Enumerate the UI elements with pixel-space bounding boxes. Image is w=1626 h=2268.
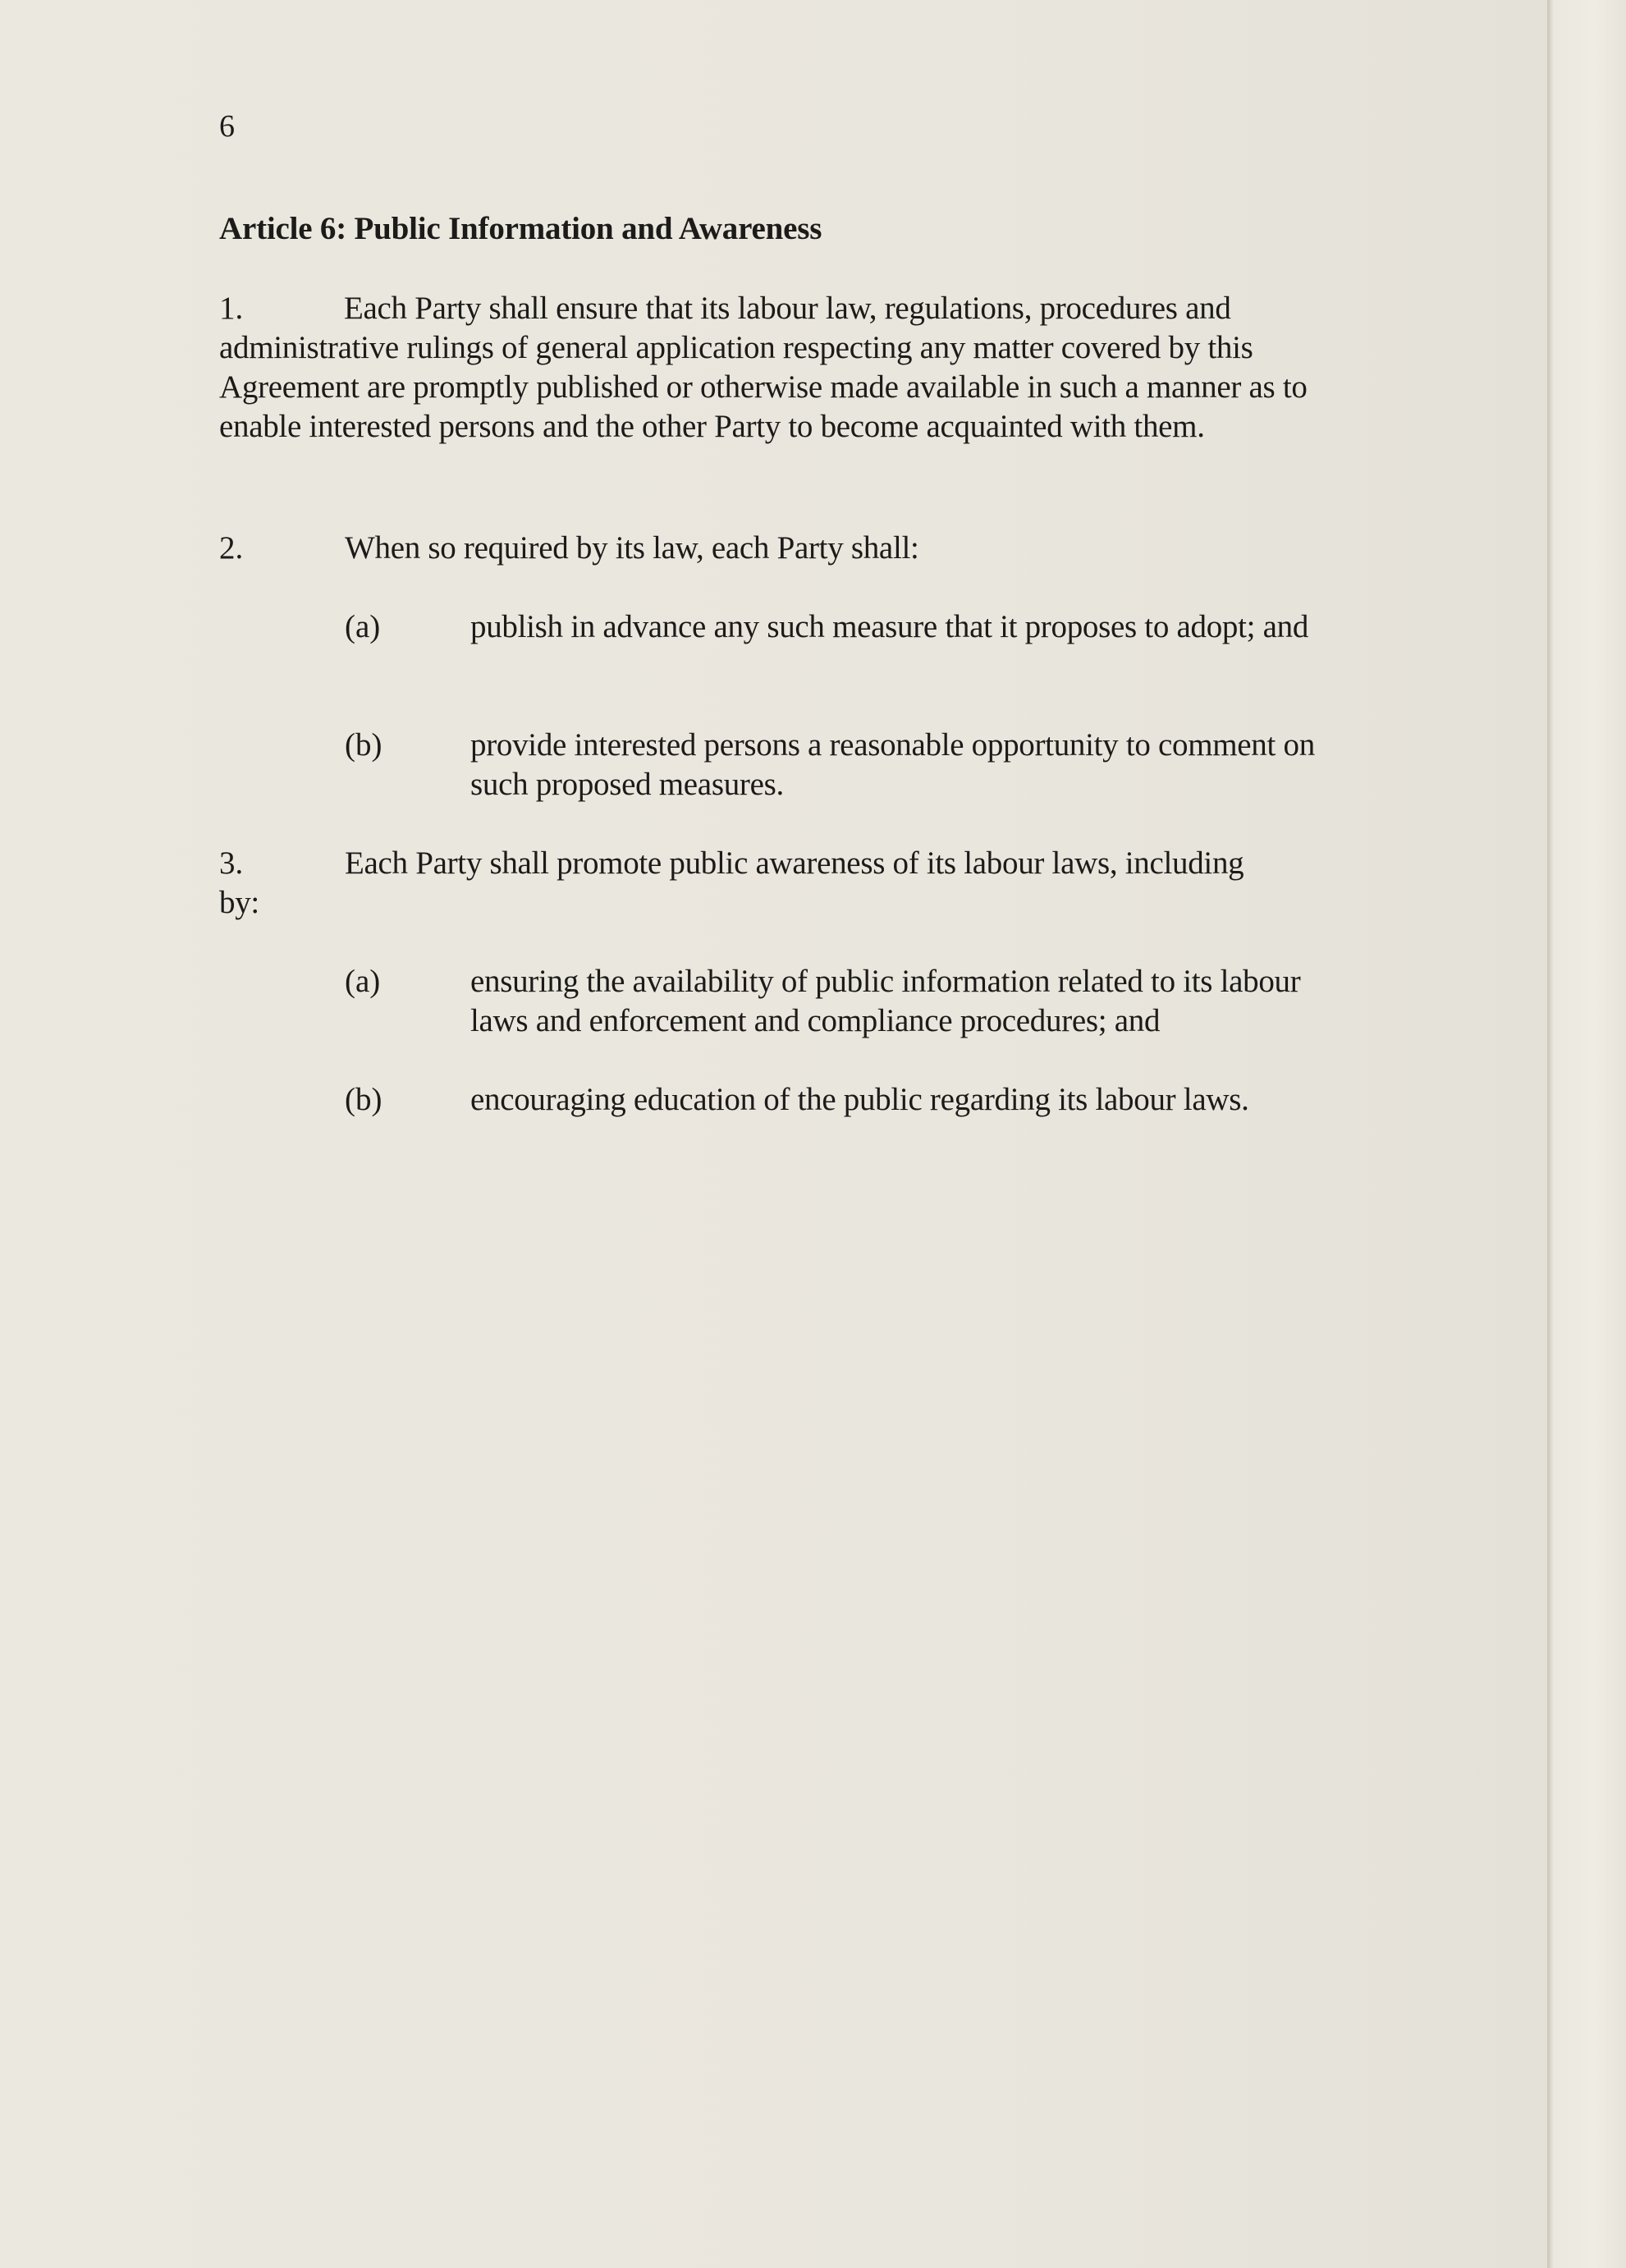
paragraph-1-number: 1. bbox=[219, 291, 244, 326]
article-heading: Article 6: Public Information and Awareness bbox=[219, 211, 822, 246]
paragraph-1-text: Each Party shall ensure that its labour law, regulations, procedures and administrative rulings of general application respecting any matter covered by this Agreement are promptly published or otherwise made available in such a manner as to enable interested persons and the other Party to become acquainted with them. bbox=[219, 291, 1308, 444]
paragraph-2-item-a-text: publish in advance any such measure that it proposes to adopt; and bbox=[470, 609, 1309, 644]
paragraph-3-continuation: by: bbox=[219, 885, 259, 920]
paragraph-2-item-b-text: provide interested persons a reasonable opportunity to comment on such proposed measures. bbox=[470, 727, 1315, 802]
paragraph-2-item-a-label: (a) bbox=[345, 609, 381, 644]
page-edge bbox=[1547, 0, 1626, 2268]
paragraph-3-item-a-text: ensuring the availability of public information related to its labour laws and enforcement and compliance procedures; and bbox=[470, 964, 1301, 1038]
paragraph-2-item-b-label: (b) bbox=[345, 727, 382, 763]
paragraph-2-number: 2. bbox=[219, 530, 244, 566]
paragraph-3-item-a-label: (a) bbox=[345, 964, 381, 999]
paragraph-3-number: 3. bbox=[219, 845, 244, 881]
page-number: 6 bbox=[219, 109, 235, 144]
paragraph-3-item-b-text: encouraging education of the public regarding its labour laws. bbox=[470, 1082, 1249, 1117]
paragraph-1 bbox=[219, 289, 1344, 447]
paragraph-3-item-b-label: (b) bbox=[345, 1082, 382, 1117]
paragraph-2-text: When so required by its law, each Party shall: bbox=[345, 530, 919, 566]
paragraph-3-text: Each Party shall promote public awareness of its labour laws, including bbox=[345, 845, 1244, 881]
